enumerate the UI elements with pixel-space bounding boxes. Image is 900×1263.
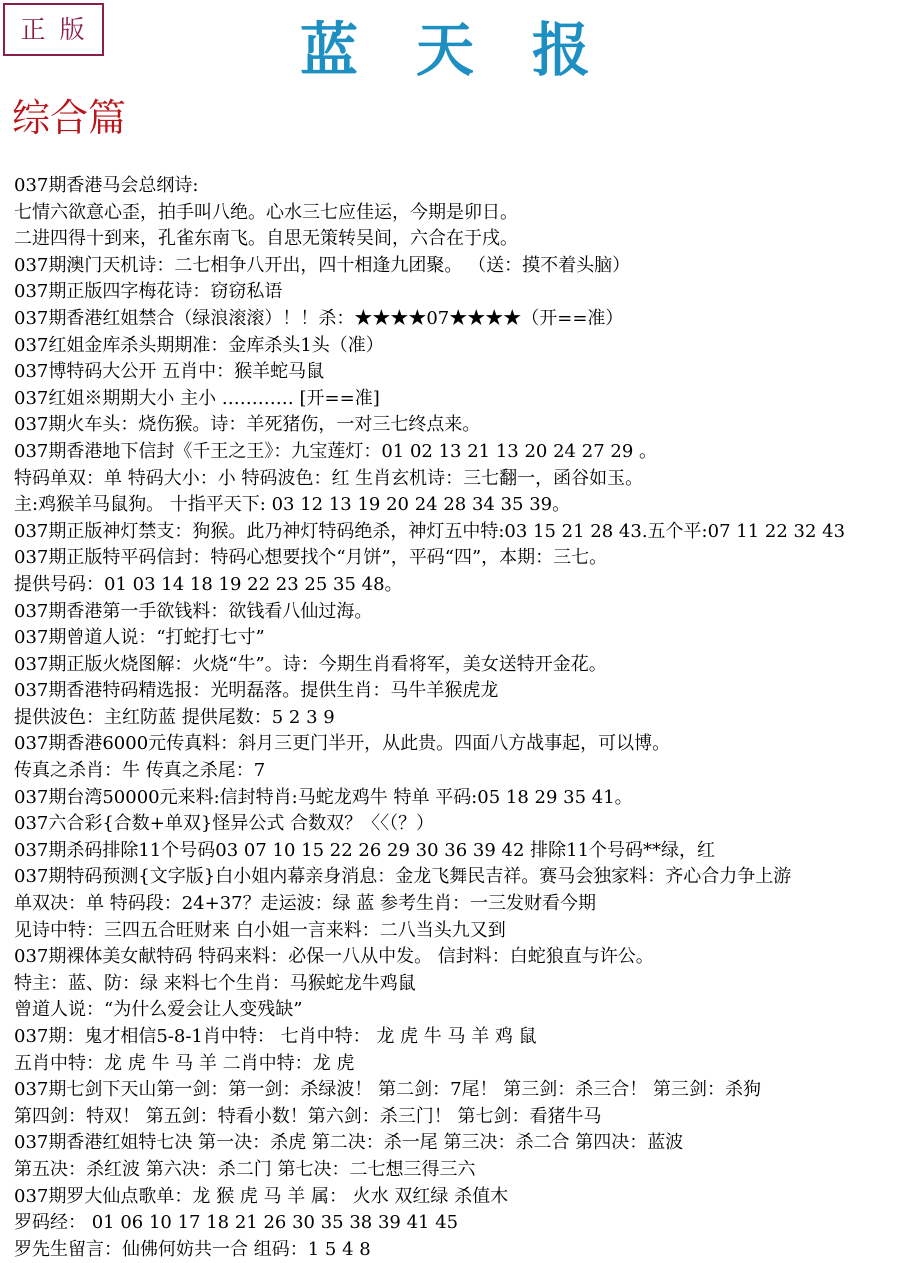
- text-line: 037红姐※期期大小 主小 ………… [开==准]: [14, 387, 380, 409]
- text-line: 特主：蓝、防：绿 来料七个生肖：马猴蛇龙牛鸡鼠: [14, 972, 416, 994]
- text-line: 提供波色：主红防蓝 提供尾数：5 2 3 9: [14, 706, 335, 728]
- genuine-badge: 正版: [3, 3, 104, 56]
- text-line: 二进四得十到来，孔雀东南飞。自思无策转吴间，六合在于戌。: [14, 228, 518, 250]
- text-line: 037期杀码排除11个号码03 07 10 15 22 26 29 30 36 39 42 排除11个号码**绿，红: [14, 839, 716, 861]
- text-line: 037期香港6000元传真料：斜月三更门半开，从此贵。四面八方战事起，可以博。: [14, 733, 671, 755]
- section-heading: 综合篇: [12, 96, 127, 140]
- text-line: 037期正版四字梅花诗：窃窃私语: [14, 281, 283, 303]
- text-line: 037期正版火烧图解：火烧“牛”。诗：今期生肖看将军，美女送特开金花。: [14, 653, 607, 675]
- text-line: 037期香港特码精选报：光明磊落。提供生肖：马牛羊猴虎龙: [14, 680, 499, 702]
- text-line: 037期火车头：烧伤猴。诗：羊死猪伤，一对三七终点来。: [14, 414, 481, 436]
- text-line: 037红姐金库杀头期期准：金库杀头1头（准）: [14, 334, 384, 356]
- text-line: 罗先生留言：仙佛何妨共一合 组码：1 5 4 8: [14, 1238, 371, 1260]
- text-line: 037期台湾50000元来料:信封特肖:马蛇龙鸡牛 特单 平码:05 18 29 35 41。: [14, 786, 633, 808]
- text-line: 037期香港马会总纲诗:: [14, 175, 199, 196]
- text-line: 曾道人说：“为什么爱会让人变残缺”: [14, 999, 303, 1021]
- text-line: 037期香港第一手欲钱料：欲钱看八仙过海。: [14, 600, 373, 622]
- text-line: 037博特码大公开 五肖中：猴羊蛇马鼠: [14, 361, 325, 383]
- text-line: 第四剑：特双！ 第五剑：特看小数！第六剑：杀三门！ 第七剑：看猪牛马: [14, 1105, 602, 1127]
- text-line: 传真之杀肖：牛 传真之杀尾：7: [14, 760, 266, 782]
- text-line: 037期：鬼才相信5-8-1肖中特： 七肖中特： 龙 虎 牛 马 羊 鸡 鼠: [14, 1026, 537, 1047]
- text-line: 037期正版神灯禁支：狗猴。此乃神灯特码绝杀，神灯五中特:03 15 21 28 43.五个平:07 11 22 32 43: [14, 520, 846, 542]
- text-line: 第五决：杀红波 第六决：杀二门 第七决：二七想三得三六: [14, 1158, 476, 1180]
- text-line: 037期香港红姐禁合（绿浪滚滚）！！杀：★★★★07★★★★（开==准）: [14, 307, 624, 329]
- text-line: 特码单双：单 特码大小：小 特码波色：红 生肖玄机诗：三七翻一，函谷如玉。: [14, 467, 644, 489]
- text-line: 037期特码预测{文字版}白小姐内幕亲身消息：金龙飞舞民吉祥。赛马会独家料：齐心合力争上游: [14, 866, 792, 888]
- text-line: 037六合彩{合数+单双}怪异公式 合数双？〈〈（？）: [14, 813, 435, 835]
- text-line: 单双决：单 特码段：24+37？走运波：绿 蓝 参考生肖：一三发财看今期: [14, 893, 597, 915]
- text-line: 提供号码：01 03 14 18 19 22 23 25 35 48。: [14, 573, 403, 595]
- text-line: 037期曾道人说：“打蛇打七寸”: [14, 627, 265, 649]
- text-line: 见诗中特：三四五合旺财来 白小姐一言来料：二八当头九又到: [14, 919, 506, 941]
- text-line: 主:鸡猴羊马鼠狗。 十指平天下: 03 12 13 19 20 24 28 34 35 39。: [14, 494, 571, 516]
- text-lines: [14, 173, 898, 1263]
- text-line: 037期裸体美女献特码 特码来料：必保一八从中发。 信封料：白蛇狼直与许公。: [14, 946, 654, 968]
- page-title: 蓝天报: [300, 16, 649, 84]
- text-line: 037期七剑下天山第一剑：第一剑：杀绿波！ 第二剑：7尾！ 第三剑：杀三合！ 第三剑：杀狗: [14, 1079, 761, 1101]
- text-line: 037期正版特平码信封：特码心想要找个“月饼”，平码“四”，本期：三七。: [14, 547, 608, 569]
- text-line: 037期澳门天机诗：二七相争八开出，四十相逢九团聚。 （送：摸不着头脑）: [14, 254, 631, 276]
- text-line: 罗码经： 01 06 10 17 18 21 26 30 35 38 39 41 45: [14, 1212, 459, 1234]
- text-line: 037期罗大仙点歌单：龙 猴 虎 马 羊 属： 火水 双红绿 杀值木: [14, 1185, 509, 1207]
- text-line: 037期香港红姐特七决 第一决：杀虎 第二决：杀一尾 第三决：杀二合 第四决：蓝波: [14, 1132, 684, 1154]
- text-line: 七情六欲意心歪，拍手叫八绝。心水三七应佳运，今期是卯日。: [14, 201, 518, 223]
- text-line: 五肖中特：龙 虎 牛 马 羊 二肖中特：龙 虎: [14, 1052, 355, 1074]
- text-line: 037期香港地下信封《千王之王》：九宝莲灯：01 02 13 21 13 20 24 27 29 。: [14, 440, 657, 462]
